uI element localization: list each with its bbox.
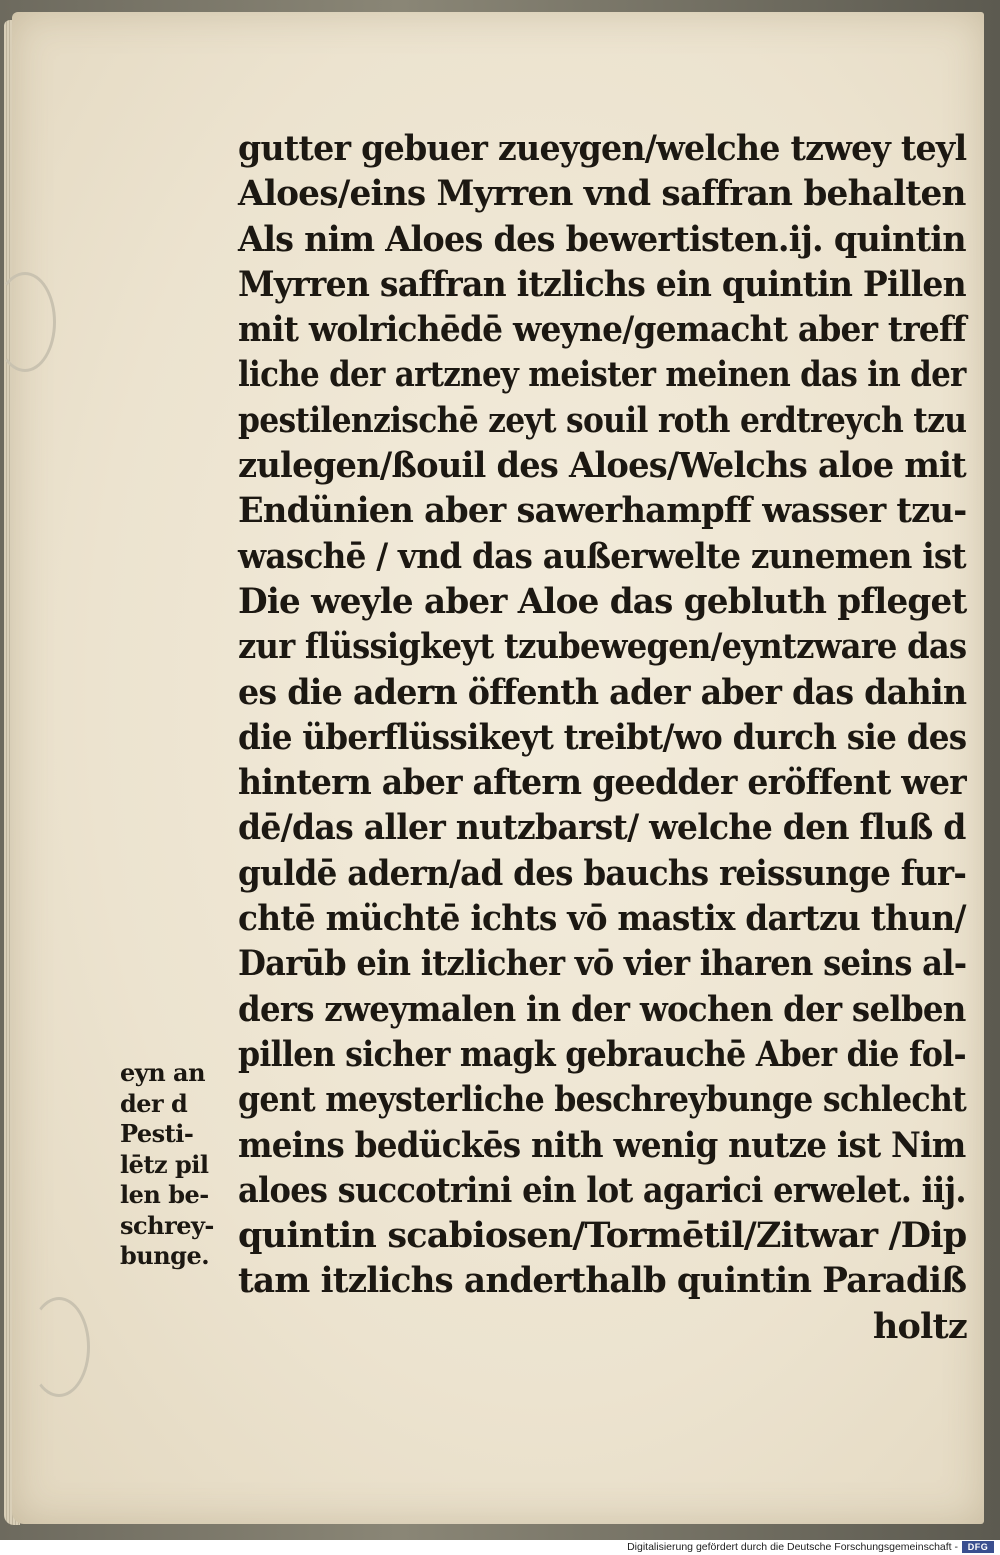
text-line: quintin scabiosen/Tormētil/Zitwar /Dip	[238, 1215, 967, 1257]
main-text-block	[238, 126, 973, 1349]
binding-ring-bottom	[28, 1297, 90, 1397]
marginal-note-line: Pesti-	[120, 1119, 194, 1148]
marginal-note-line: der d	[120, 1088, 188, 1118]
text-line: meins bedückēs nith wenig nutze ist Nim	[238, 1124, 966, 1166]
text-line: Als nim Aloes des bewertisten.ij. quintin	[238, 218, 966, 260]
text-line: Die weyle aber Aloe das gebluth pfleget	[238, 580, 967, 622]
dfg-logo: DFG	[962, 1541, 994, 1553]
text-line: pillen sicher magk gebrauchē Aber die fol-	[238, 1033, 966, 1075]
text-line: ders zweymalen in der wochen der selben	[238, 988, 966, 1030]
text-line: Myrren saffran itzlichs ein quintin Pillen	[238, 263, 966, 305]
text-line: die überflüssikeyt treibt/wo durch sie des	[238, 716, 967, 758]
marginal-note	[120, 1058, 238, 1272]
catchword: holtz	[872, 1305, 967, 1347]
text-line: guldē adern/ad des bauchs reissunge fur-	[238, 852, 967, 894]
text-line: zur flüssigkeyt tzubewegen/eyntzware das	[238, 626, 967, 668]
text-line: gutter gebuer zueygen/welche tzwey teyl	[238, 128, 967, 169]
text-line: pestilenzischē zeyt souil roth erdtreych tzu	[238, 399, 967, 441]
text-line: mit wolrichēdē weyne/gemacht aber treff	[238, 309, 966, 351]
marginal-note-line: lētz pil	[120, 1149, 209, 1179]
text-line: Darūb ein itzlicher vō vier iharen seins al-	[238, 943, 967, 985]
text-line: hintern aber aftern geedder eröffent wer	[238, 762, 966, 804]
text-line: aloes succotrini ein lot agarici erwelet. iij.	[238, 1169, 966, 1211]
text-line: tam itzlichs anderthalb quintin Paradiß	[238, 1260, 967, 1302]
binding-ring-top	[0, 272, 56, 372]
text-line: chtē müchtē ichts vō mastix dartzu thun/	[238, 898, 966, 940]
marginal-note-line: len be-	[120, 1180, 209, 1209]
text-line: liche der artzney meister meinen das in der	[238, 354, 966, 396]
text-line: dē/das aller nutzbarst/ welche den fluß d	[238, 807, 966, 849]
marginal-note-line: schrey-	[120, 1210, 214, 1240]
marginal-note-line: bunge.	[120, 1241, 210, 1270]
text-line: es die adern öffenth ader aber das dahin	[238, 671, 967, 713]
text-line: Endünien aber sawerhampff wasser tzu-	[238, 490, 967, 532]
text-line: gent meysterliche beschreybunge schlecht	[238, 1079, 967, 1121]
text-line: zulegen/ßouil des Aloes/Welchs aloe mit	[238, 445, 966, 487]
digitization-credit: Digitalisierung gefördert durch die Deutsche Forschungsgemeinschaft -	[627, 1541, 958, 1553]
marginal-note-line: eyn an	[120, 1058, 206, 1087]
text-line: Aloes/eins Myrren vnd saffran behalten	[238, 173, 966, 215]
text-line: waschē / vnd das außerwelte zunemen ist	[238, 535, 966, 577]
